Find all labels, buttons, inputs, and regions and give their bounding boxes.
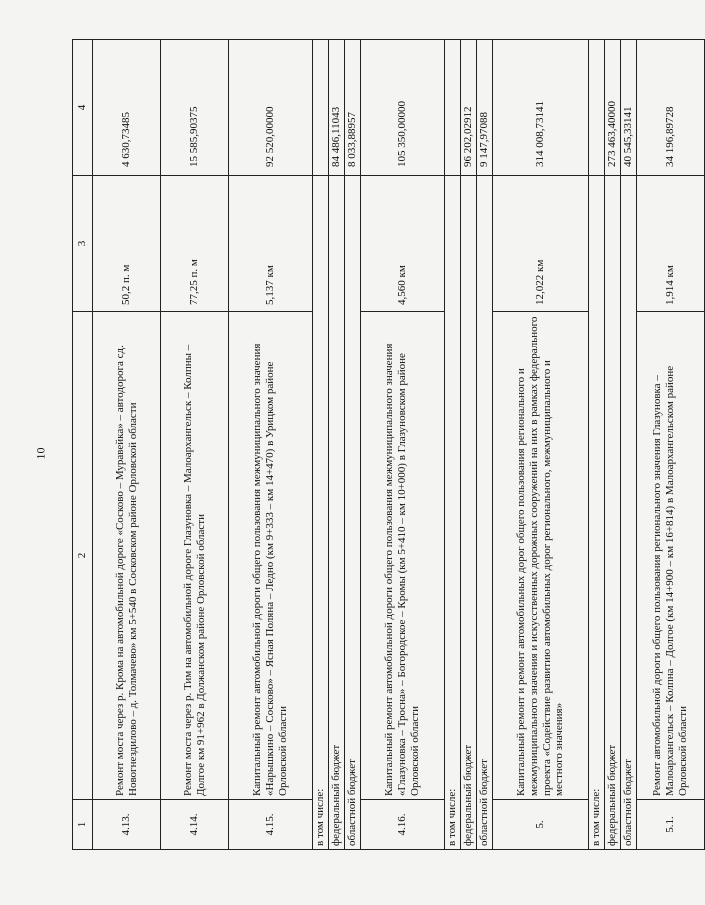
budget-subrow [605,40,621,850]
budget-amount-cell [445,40,461,176]
row-amount-cell: 314 008,73141 [493,40,589,176]
table-row [361,40,445,850]
row-quantity-cell: 1,914 км [637,176,705,312]
budget-label-cell: федеральный бюджет [605,176,621,850]
budget-amount-cell: 273 463,40000 [605,40,621,176]
row-description-cell: Ремонт моста через р. Тим на автомобильной дороге Глазуновка – Малоархангельск – Колпны – Долгое км 91+962 в Должанском районе Орловской области [161,312,229,800]
table-row [493,40,589,850]
row-number-cell: 5. [493,800,589,850]
budget-amount-cell [313,40,329,176]
header-cell-3: 3 [73,176,93,312]
budget-label-cell: в том числе: [313,176,329,850]
row-number-cell: 4.15. [229,800,313,850]
budget-amount-cell: 96 202,02912 [461,40,477,176]
budget-subrow [621,40,637,850]
row-quantity-cell: 12,022 км [493,176,589,312]
row-description-cell: Капитальный ремонт автомобильной дороги общего пользования межмуниципального значения «Глазуновка – Тросна» – Богородское – Кромы (км 5+410 – км 10+000) в Глазуновском районе Орловской области [361,312,445,800]
row-number-cell: 4.13. [93,800,161,850]
budget-amount-cell: 84 486,11043 [329,40,345,176]
budget-label-cell: федеральный бюджет [461,176,477,850]
table-row [161,40,229,850]
budget-label-cell: областной бюджет [477,176,493,850]
table-row [637,40,705,850]
row-number-cell: 4.14. [161,800,229,850]
row-amount-cell: 4 630,73485 [93,40,161,176]
budget-subrow [329,40,345,850]
row-amount-cell: 34 196,89728 [637,40,705,176]
header-cell-1: 1 [73,800,93,850]
budget-subrow [477,40,493,850]
row-description-cell: Ремонт автомобильной дороги общего пользования регионального значения Глазуновка – Малоархангельск – Колпна – Долгое (км 14+900 – км 16+814) в Малоархангельском районе Орловской области [637,312,705,800]
table-row [93,40,161,850]
page-number: 10 [33,447,48,460]
header-cell-2: 2 [73,312,93,800]
budget-amount-cell: 40 545,33141 [621,40,637,176]
table-row [229,40,313,850]
header-row [73,40,93,850]
budget-subrow [589,40,605,850]
budget-label-cell: областной бюджет [621,176,637,850]
row-quantity-cell: 4,560 км [361,176,445,312]
funding-table [72,39,705,850]
budget-subrow [445,40,461,850]
budget-amount-cell: 8 033,88957 [345,40,361,176]
row-description-cell: Капитальный ремонт и ремонт автомобильных дорог общего пользования регионального и межмуниципального значения и искусственных дорожных сооружений на них в рамках федерального проекта «Содействие развитию автомобильных дорог регионального, межмуниципального и местного значения» [493,312,589,800]
row-quantity-cell: 50,2 п. м [93,176,161,312]
budget-label-cell: в том числе: [445,176,461,850]
budget-label-cell: федеральный бюджет [329,176,345,850]
row-description-cell: Ремонт моста через р. Крома на автомобильной дороге «Сосково – Муравейка» – автодорога сд. Новогнездилово – д. Толмачево» км 5+540 в Сосковском районе Орловской области [93,312,161,800]
row-quantity-cell: 77,25 п. м [161,176,229,312]
row-number-cell: 5.1. [637,800,705,850]
rotated-table-container [72,40,689,850]
row-quantity-cell: 5,137 км [229,176,313,312]
budget-subrow [345,40,361,850]
budget-amount-cell: 9 147,97088 [477,40,493,176]
table-body [73,40,705,850]
budget-label-cell: областной бюджет [345,176,361,850]
row-description-cell: Капитальный ремонт автомобильной дороги общего пользования межмуниципального значения «Нарышкино – Сосково» – Ясная Поляна – Ледно (км 9+333 – км 14+470) в Урицком районе Орловской области [229,312,313,800]
budget-amount-cell [589,40,605,176]
header-cell-4: 4 [73,40,93,176]
budget-subrow [461,40,477,850]
budget-label-cell: в том числе: [589,176,605,850]
row-amount-cell: 15 585,90375 [161,40,229,176]
row-number-cell: 4.16. [361,800,445,850]
row-amount-cell: 105 350,00000 [361,40,445,176]
row-amount-cell: 92 520,00000 [229,40,313,176]
budget-subrow [313,40,329,850]
